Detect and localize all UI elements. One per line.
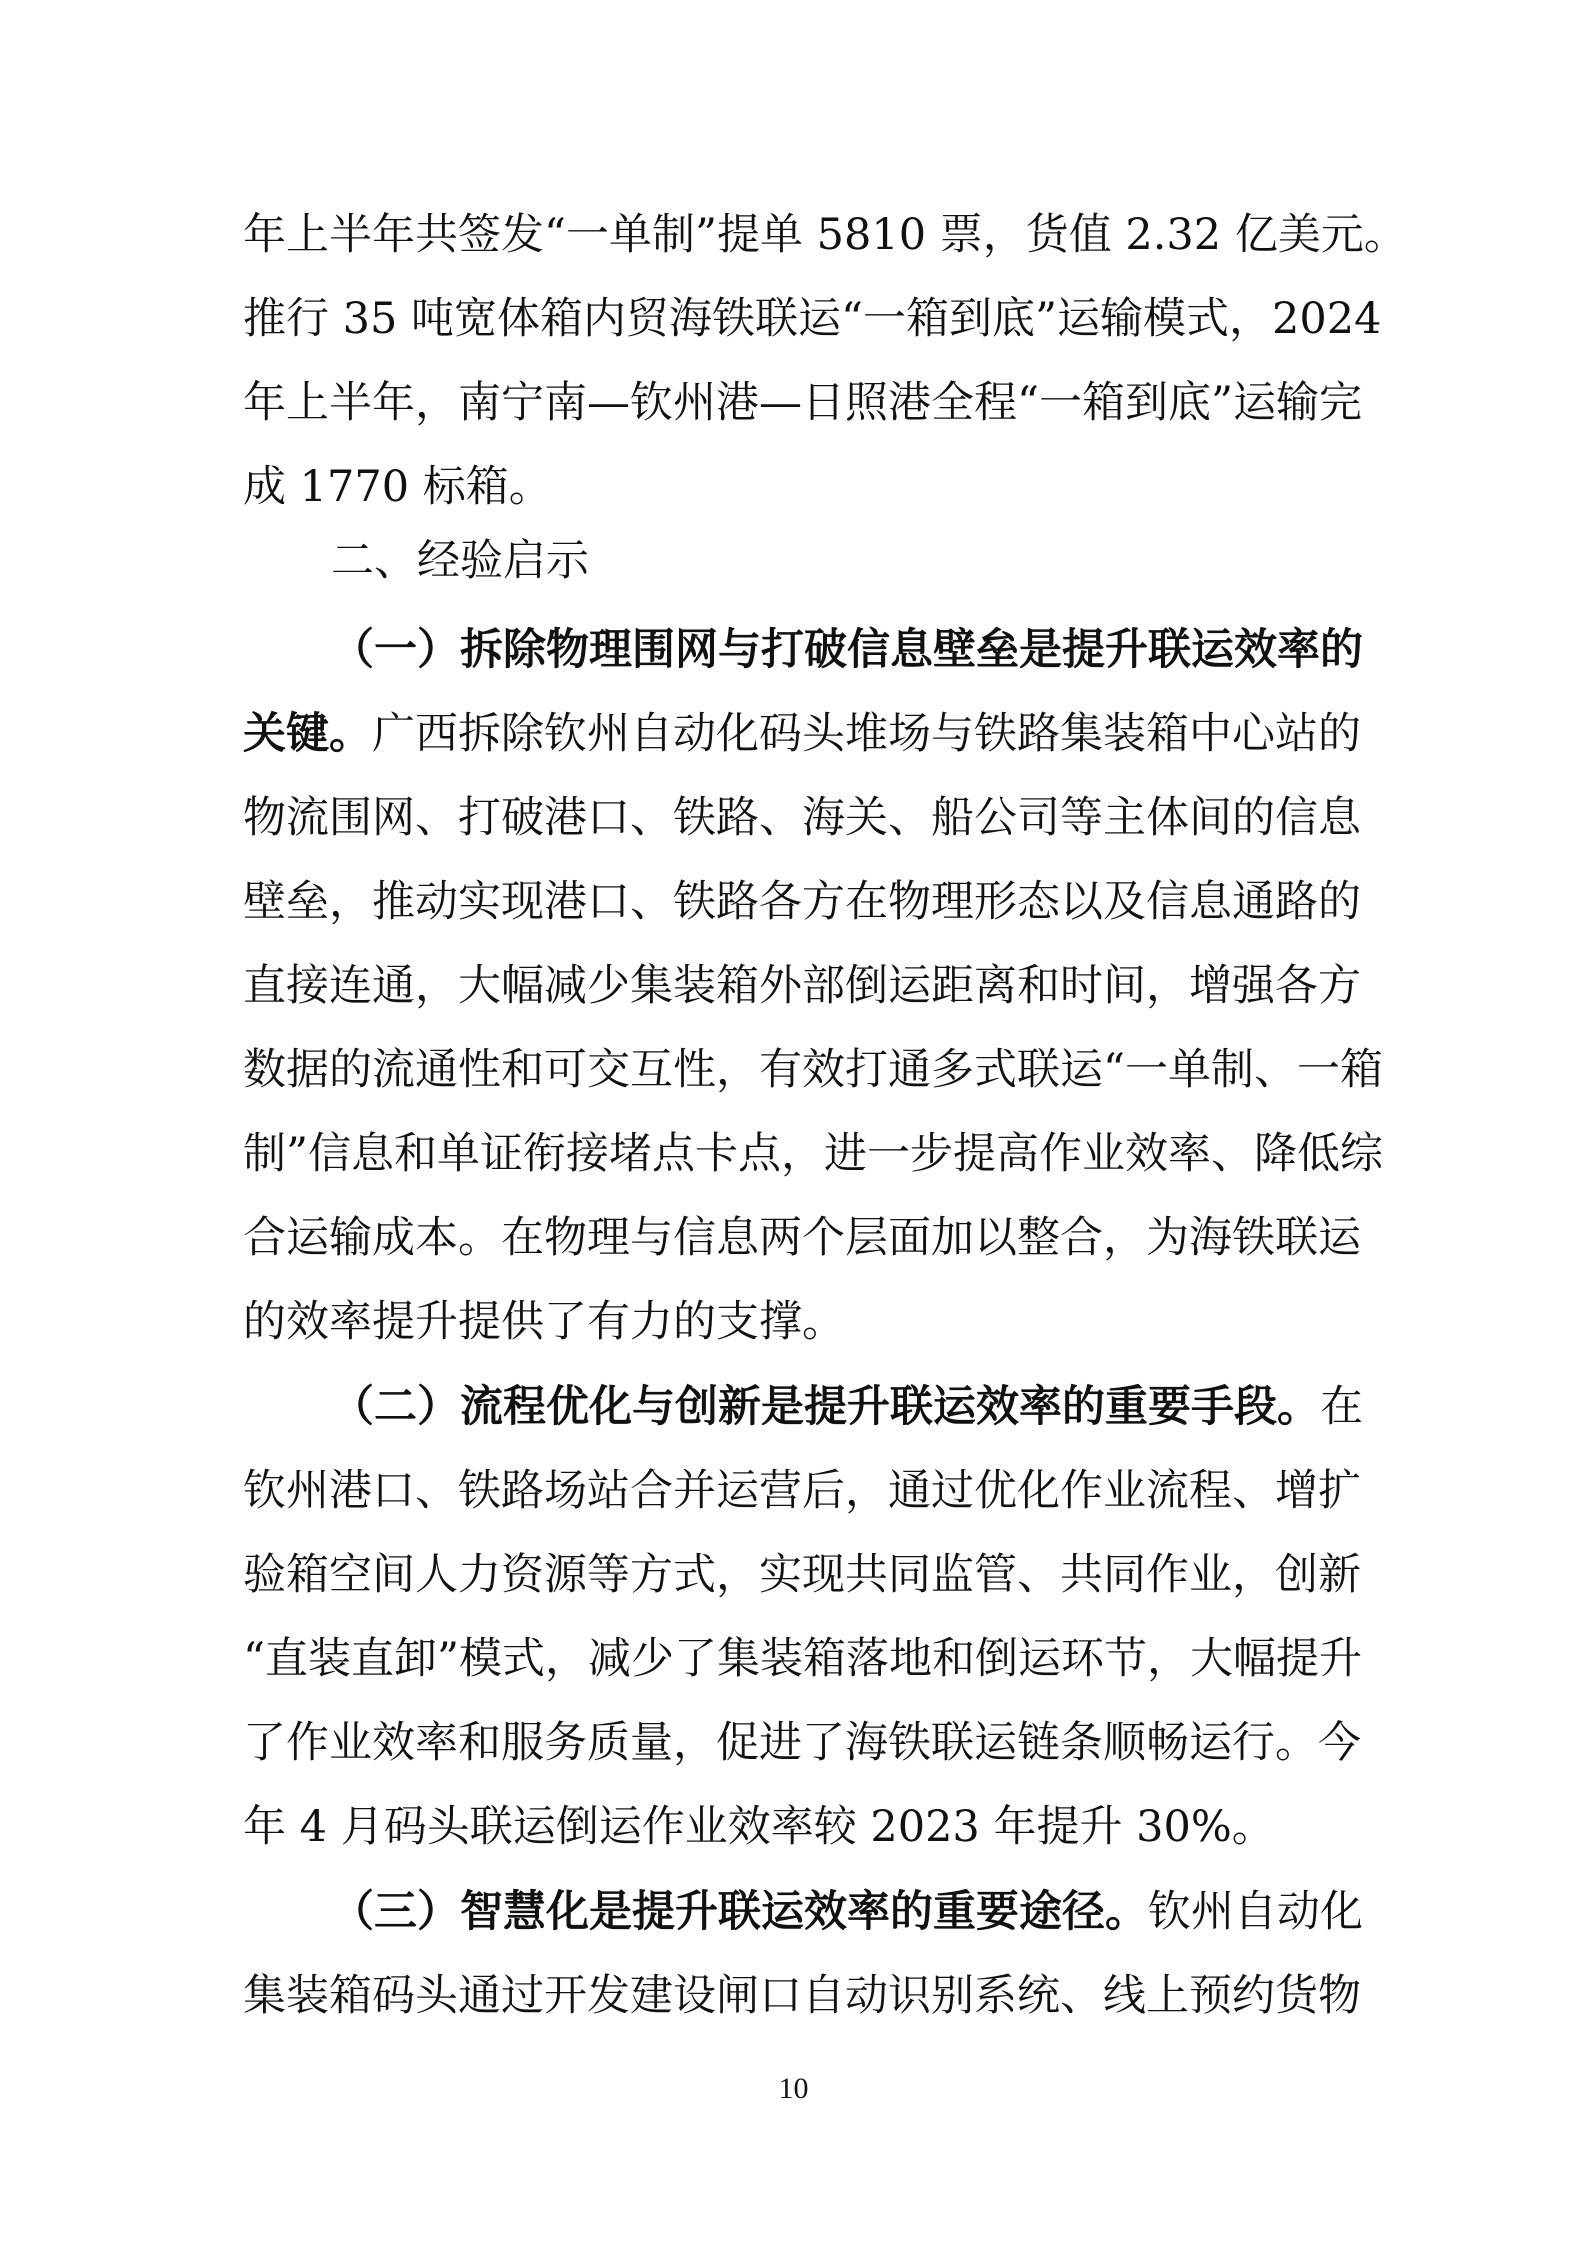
bold-lead: （二）流程优化与创新是提升联运效率的重要手段。: [331, 1382, 1320, 1432]
text-line: 合运输成本。在物理与信息两个层面加以整合，为海铁联运: [243, 1213, 1361, 1263]
text-run: 在: [1320, 1382, 1363, 1432]
text-line: 集装箱码头通过开发建设闸口自动识别系统、线上预约货物: [243, 1971, 1361, 2021]
page-number: 10: [778, 2072, 809, 2105]
bold-lead: （三）智慧化是提升联运效率的重要途径。: [331, 1887, 1148, 1937]
text-run: 广西拆除钦州自动化码头堆场与铁路集装箱中心站的: [372, 709, 1361, 759]
section-heading: 二、经验启示: [331, 536, 589, 586]
text-line: 的效率提升提供了有力的支撑。: [243, 1297, 845, 1347]
text-line: [331, 1365, 1363, 1449]
text-line: 推行 35 吨宽体箱内贸海铁联运“一箱到底”运输模式，2024: [243, 294, 1382, 344]
bold-lead: 关键。: [243, 709, 372, 759]
text-line: 钦州港口、铁路场站合并运营后，通过优化作业流程、增扩: [243, 1466, 1361, 1516]
text-line: 年上半年，南宁南—钦州港—日照港全程“一箱到底”运输完: [243, 378, 1362, 428]
text-line: 数据的流通性和可交互性，有效打通多式联运“一单制、一箱: [243, 1045, 1383, 1095]
text-line: [331, 1870, 1363, 1954]
text-line: 年上半年共签发“一单制”提单 5810 票，货值 2.32 亿美元。: [243, 210, 1407, 260]
text-line: 直接连通，大幅减少集装箱外部倒运距离和时间，增强各方: [243, 961, 1361, 1011]
text-line: 年 4 月码头联运倒运作业效率较 2023 年提升 30%。: [243, 1802, 1275, 1852]
text-line: 制”信息和单证衔接堵点卡点，进一步提高作业效率、降低综: [243, 1129, 1383, 1179]
text-line: 壁垒，推动实现港口、铁路各方在物理形态以及信息通路的: [243, 877, 1361, 927]
text-run: 钦州自动化: [1148, 1887, 1363, 1937]
subheading-line: （一）拆除物理围网与打破信息壁垒是提升联运效率的: [331, 625, 1363, 675]
text-line: 成 1770 标箱。: [243, 462, 552, 512]
text-line: 了作业效率和服务质量，促进了海铁联运链条顺畅运行。今: [243, 1718, 1361, 1768]
text-line: 验箱空间人力资源等方式，实现共同监管、共同作业，创新: [243, 1550, 1361, 1600]
text-line: “直装直卸”模式，减少了集装箱落地和倒运环节，大幅提升: [243, 1634, 1362, 1684]
text-line: [243, 692, 1361, 776]
text-line: 物流围网、打破港口、铁路、海关、船公司等主体间的信息: [243, 793, 1361, 843]
